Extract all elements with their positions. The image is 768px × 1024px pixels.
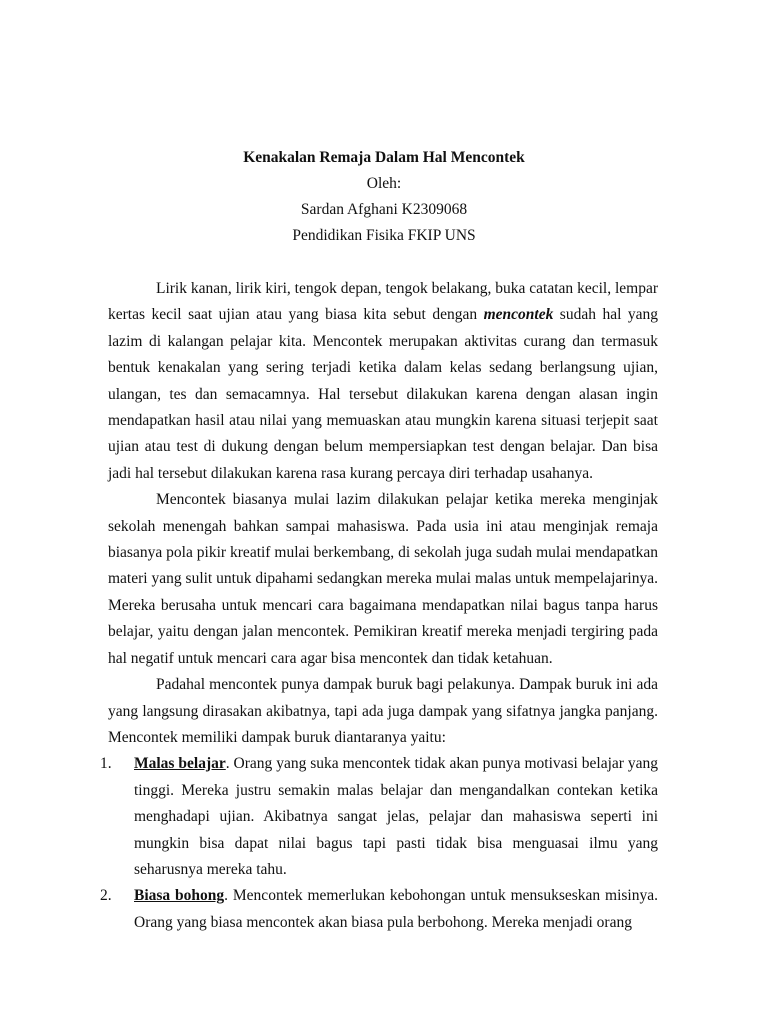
by-label: Oleh: (366, 175, 402, 192)
paragraph-intro (108, 276, 658, 487)
list-item-number: 2. (100, 887, 112, 905)
list-item-term: Malas belajar (134, 755, 226, 773)
author-name: Sardan Afghani K2309068 (300, 201, 468, 218)
paragraph-text: Lirik kanan, lirik kiri, tengok depan, tengok belakang, buka catatan kecil, lempar kertas kecil saat ujian atau yang biasa kita sebut dengan (108, 280, 658, 324)
list-item (100, 751, 658, 883)
paragraph-age: Mencontek biasanya mulai lazim dilakukan pelajar ketika mereka menginjak sekolah menengah bahkan sampai mahasiswa. Pada usia ini atau menginjak remaja biasanya pola pikir kreatif mulai berkembang, di sekolah juga sudah mulai mendapatkan materi yang sulit untuk dipahami sedangkan mereka mulai malas untuk mempelajarinya. Mereka berusaha untuk mencari cara bagaimana mendapatkan nilai bagus tanpa harus belajar, yaitu dengan jalan mencontek. Pemikiran kreatif mereka menjadi tergiring pada hal negatif untuk mencari cara agar bisa mencontek dan tidak ketahuan. (108, 491, 658, 667)
list-item-term: Biasa bohong (134, 887, 225, 905)
list-item-text: . Mencontek memerlukan kebohongan untuk mensukseskan misinya. Orang yang biasa mencontek akan biasa pula berbohong. Mereka menjadi orang (134, 887, 658, 931)
emphasized-term: mencontek (483, 306, 554, 324)
author-affiliation: Pendidikan Fisika FKIP UNS (292, 227, 476, 244)
list-item-number: 1. (100, 755, 112, 773)
document-body (100, 276, 659, 936)
document-header (0, 145, 768, 249)
paragraph-text: sudah hal yang lazim di kalangan pelajar kita. Mencontek merupakan aktivitas curang dan termasuk bentuk kenakalan yang sering terjadi ketika dalam kelas sedang berlangsung ujian, ulangan, tes dan semacamnya. Hal tersebut dilakukan karena dengan alasan ingin mendapatkan hasil atau nilai yang memuaskan atau mungkin karena situasi terjepit saat ujian atau test di dukung dengan belum mempersiapkan test dengan belajar. Dan bisa jadi hal tersebut dilakukan karena rasa kurang percaya diri terhadap usahanya. (108, 306, 659, 482)
list-item-text: . Orang yang suka mencontek tidak akan punya motivasi belajar yang tinggi. Mereka justru semakin malas belajar dan mengandalkan contekan ketika menghadapi ujian. Akibatnya sangat jelas, pelajar dan mahasiswa seperti ini mungkin bisa dapat nilai bagus tapi pasti tidak bisa menguasai ilmu yang seharusnya mereka tahu. (134, 755, 658, 878)
paragraph-effects-intro: Padahal mencontek punya dampak buruk bagi pelakunya. Dampak buruk ini ada yang langsung dirasakan akibatnya, tapi ada juga dampak yang sifatnya jangka panjang. Mencontek memiliki dampak buruk diantaranya yaitu: (108, 676, 658, 746)
list-item (100, 883, 658, 936)
effects-list (100, 751, 658, 936)
document-title: Kenakalan Remaja Dalam Hal Mencontek (243, 149, 525, 166)
